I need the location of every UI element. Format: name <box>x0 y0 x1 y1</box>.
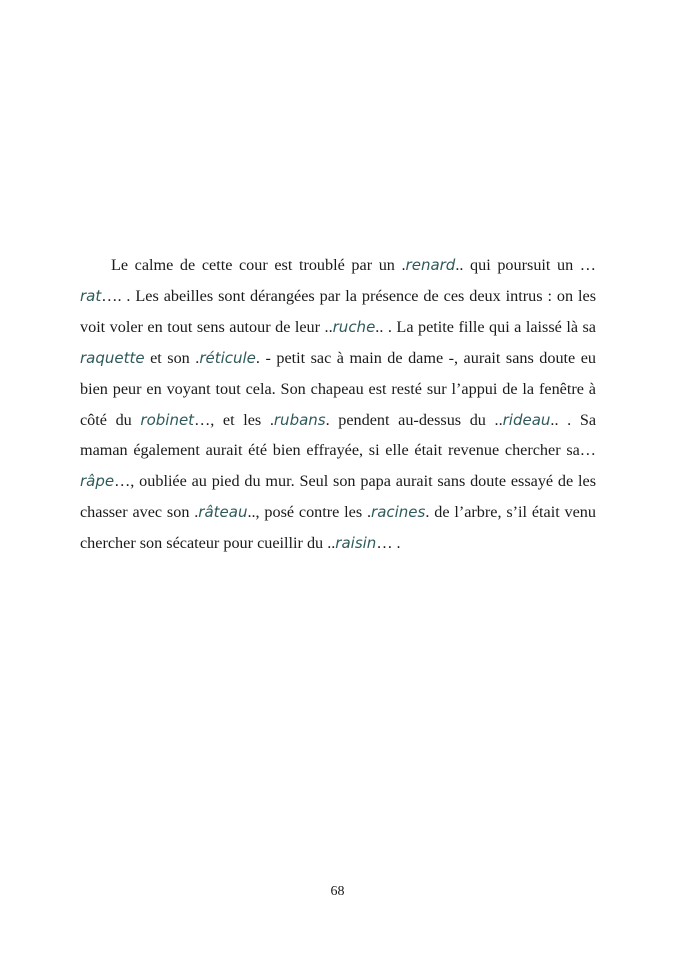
story-paragraph <box>80 250 596 559</box>
handwritten-answer-renard: renard <box>405 256 456 274</box>
text-segment: . pendent au-dessus du .. <box>325 410 503 429</box>
handwritten-answer-rateau: râteau <box>198 503 248 522</box>
handwritten-answer-raquette: raquette <box>80 348 145 367</box>
handwritten-answer-rideau: rideau <box>502 410 551 429</box>
handwritten-answer-racines: racines <box>371 503 426 522</box>
text-segment: Le calme de cette cour est troublé par un . <box>111 256 406 274</box>
text-segment: .. . La petite fille qui a laissé là sa <box>375 317 596 336</box>
text-segment: . - petit sac à main de dame -, aurait sans doute eu bien peur en voyant tout cela. Son chapeau est resté sur l’appui de la fenêtre à côté du <box>80 348 597 429</box>
text-segment: . de l’arbre, s’il était venu chercher son sécateur pour cueillir du .. <box>80 503 596 553</box>
text-segment: …, oubliée au pied du mur. Seul son papa aurait sans doute essayé de les chasser avec son . <box>80 472 596 522</box>
handwritten-answer-ruche: ruche <box>332 317 376 336</box>
text-segment: .. . Sa maman également aurait été bien effrayée, si elle était revenue chercher sa… <box>80 410 596 460</box>
page-number: 68 <box>330 884 345 899</box>
handwritten-answer-robinet: robinet <box>140 410 195 429</box>
text-segment: .., posé contre les . <box>247 503 372 522</box>
text-segment: et son . <box>144 348 200 367</box>
handwritten-answer-raisin: raisin <box>335 534 377 553</box>
handwritten-answer-rat: rat <box>80 286 102 305</box>
handwritten-answer-rape: râpe <box>80 472 115 491</box>
text-segment: … . <box>376 534 401 553</box>
handwritten-answer-reticule: réticule <box>199 348 256 367</box>
text-segment: …, et les . <box>194 410 274 429</box>
text-segment: .. qui poursuit un … <box>455 256 596 274</box>
handwritten-answer-rubans: rubans <box>273 410 326 429</box>
text-segment: …. . Les abeilles sont dérangées par la présence de ces deux intrus : on les voit voler en tout sens autour de leur .. <box>80 286 596 336</box>
